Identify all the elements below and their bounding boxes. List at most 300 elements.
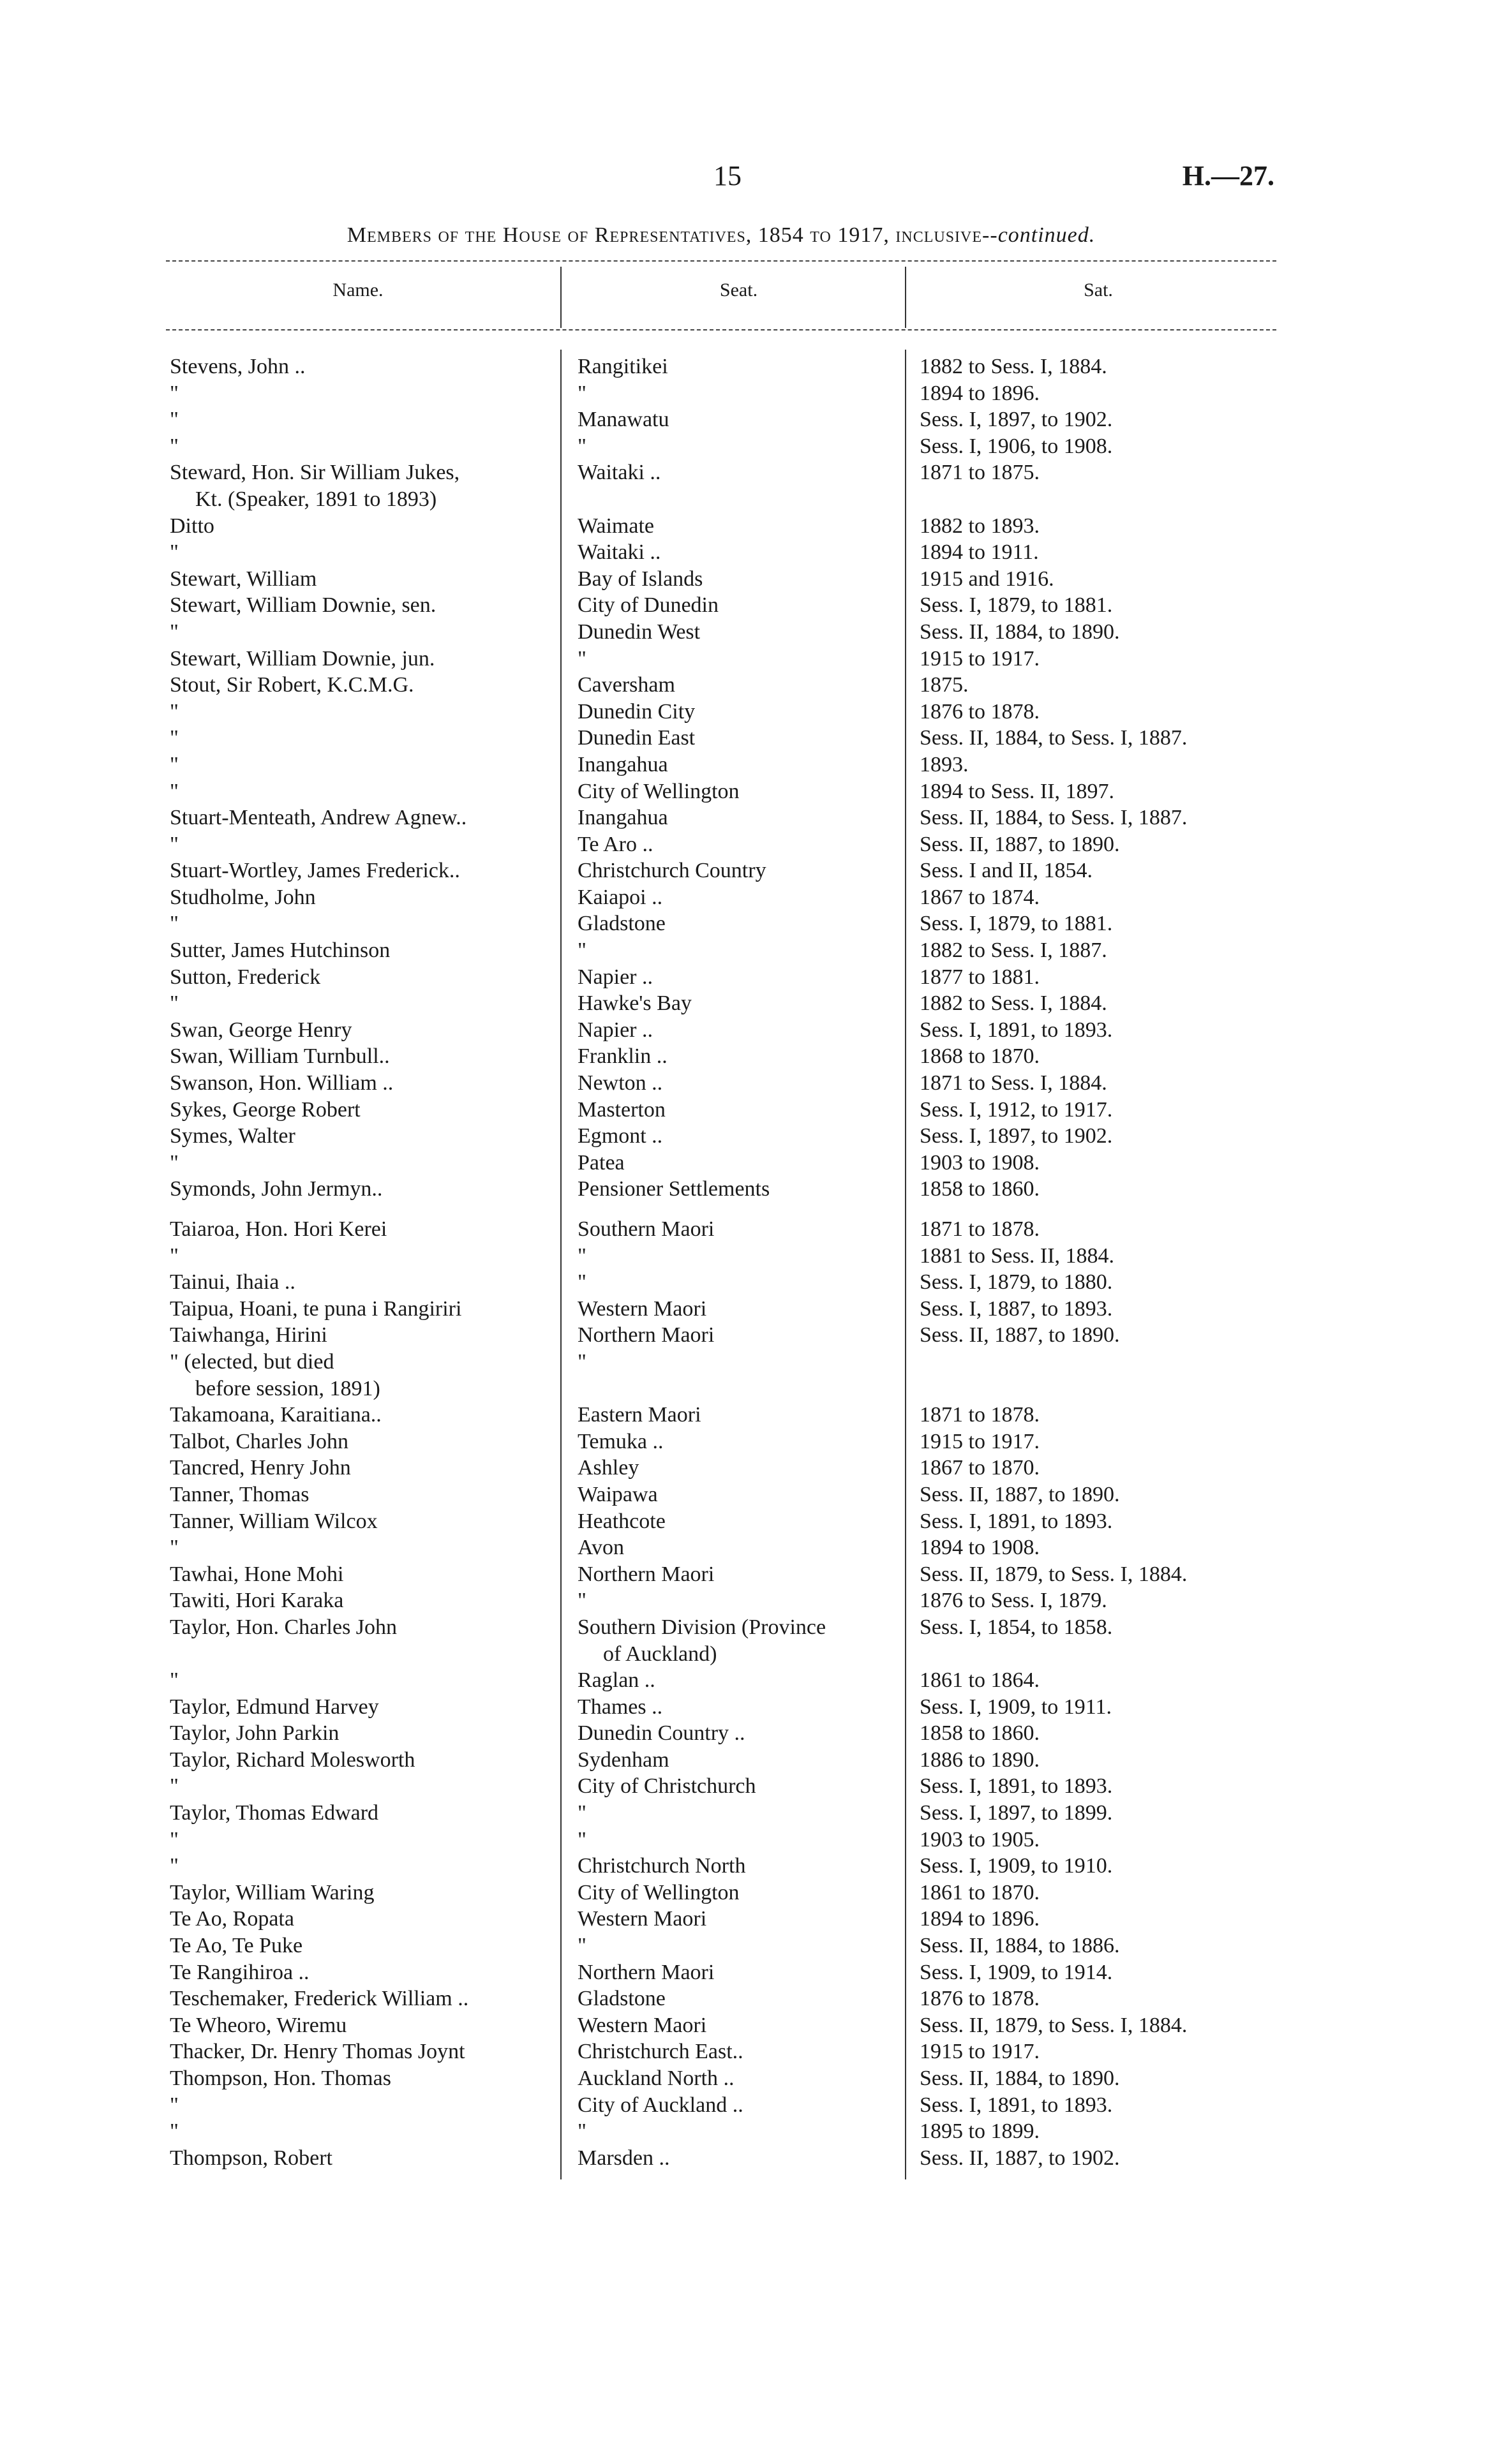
seat-name-text: Northern Maori — [578, 1960, 715, 1984]
seat-name-text: Western Maori — [578, 1296, 707, 1321]
seat-name — [578, 2038, 900, 2065]
table-row — [0, 1773, 1485, 1800]
table-row — [0, 2038, 1485, 2065]
sat-period — [920, 1402, 1277, 1429]
seat-name — [578, 752, 900, 778]
sat-period — [920, 831, 1277, 858]
seat-name — [578, 884, 900, 911]
member-name-text: " — [170, 2093, 179, 2117]
member-name — [170, 990, 546, 1017]
sat-period-text: 1882 to Sess. I, 1887. — [920, 939, 1107, 963]
seat-name-text: Gladstone — [578, 912, 666, 936]
seat-name-text: Egmont .. — [578, 1124, 663, 1148]
seat-name-text: Western Maori — [578, 2013, 707, 2037]
seat-name-text: " — [578, 1827, 586, 1852]
sat-period — [920, 990, 1277, 1017]
member-name-text: Stuart-Menteath, Andrew Agnew.. — [170, 806, 467, 830]
member-name-text: Te Ao, Ropata — [170, 1907, 294, 1931]
member-name — [170, 725, 546, 752]
member-name — [170, 1667, 546, 1694]
seat-name-text: Caversham — [578, 673, 675, 697]
table-row — [0, 937, 1485, 964]
table-row — [0, 1070, 1485, 1097]
member-name — [170, 1150, 546, 1176]
sat-period-text: 1894 to 1911. — [920, 540, 1039, 565]
sat-period-text: Sess. I, 1909, to 1910. — [920, 1854, 1113, 1878]
member-name-text: " — [170, 1774, 179, 1799]
column-header-seat: Seat. — [719, 279, 758, 301]
sat-period — [920, 1827, 1277, 1853]
sat-period — [920, 672, 1277, 699]
table-row — [0, 1216, 1485, 1243]
sat-period — [920, 1880, 1277, 1906]
table-row — [0, 884, 1485, 911]
table-row — [0, 2065, 1485, 2092]
member-name — [170, 831, 546, 858]
table-row — [0, 380, 1485, 407]
seat-name-text: Dunedin City — [578, 699, 696, 724]
seat-name-text: Kaiapoi .. — [578, 885, 663, 909]
member-name — [170, 1269, 546, 1296]
seat-name — [578, 1534, 900, 1561]
member-name-text: " — [170, 699, 179, 724]
sat-period-text: 1867 to 1870. — [920, 1456, 1040, 1480]
sat-period — [920, 1123, 1277, 1150]
seat-name — [578, 1587, 900, 1614]
sat-period-text: Sess. I, 1912, to 1917. — [920, 1097, 1113, 1122]
sat-period-text: Sess. I, 1891, to 1893. — [920, 1774, 1113, 1799]
member-name-text: Talbot, Charles John — [170, 1429, 348, 1453]
seat-name — [578, 1508, 900, 1535]
sat-period-text: 1886 to 1890. — [920, 1748, 1040, 1772]
seat-name-text: Eastern Maori — [578, 1403, 701, 1427]
table-row — [0, 2118, 1485, 2145]
sat-period — [920, 1694, 1277, 1721]
member-name — [170, 592, 546, 619]
member-name-text: Symonds, John Jermyn.. — [170, 1177, 383, 1201]
seat-name-text: Ashley — [578, 1456, 639, 1480]
sat-period — [920, 1429, 1277, 1455]
sat-period-text: 1915 and 1916. — [920, 567, 1054, 591]
table-row — [0, 1203, 1485, 1216]
seat-name — [578, 1322, 900, 1349]
member-name-text: Stewart, William Downie, jun. — [170, 646, 435, 671]
title-dash: -- — [982, 223, 998, 247]
member-name — [170, 1243, 546, 1270]
sat-period-text: 1882 to Sess. I, 1884. — [920, 355, 1107, 378]
member-name-text: Te Wheoro, Wiremu — [170, 2013, 347, 2037]
sat-period — [920, 1853, 1277, 1880]
member-name-text: " (elected, but died — [170, 1349, 334, 1374]
member-name-text: " — [170, 1668, 179, 1693]
member-name-text: Thacker, Dr. Henry Thomas Joynt — [170, 2040, 465, 2064]
sat-period — [920, 646, 1277, 672]
seat-name-text: Gladstone — [578, 1987, 666, 2011]
seat-name — [578, 831, 900, 858]
seat-name-text: Napier .. — [578, 1018, 653, 1042]
sat-period — [920, 2038, 1277, 2065]
member-name-text: Taiwhanga, Hirini — [170, 1323, 327, 1347]
header-divider-1 — [560, 267, 562, 328]
sat-period-text: Sess. I, 1887, to 1893. — [920, 1296, 1113, 1321]
sat-period — [920, 1747, 1277, 1774]
sat-period-text: 1858 to 1860. — [920, 1177, 1040, 1201]
seat-name-text: Manawatu — [578, 408, 669, 432]
table-row — [0, 513, 1485, 540]
seat-name — [578, 406, 900, 433]
member-name — [170, 2118, 546, 2145]
sat-period — [920, 1296, 1277, 1323]
member-name-text: " — [170, 381, 179, 405]
seat-name — [578, 964, 900, 991]
seat-name-text: Inangahua — [578, 752, 668, 776]
seat-name — [578, 857, 900, 884]
member-name-text: Swan, William Turnbull.. — [170, 1044, 390, 1069]
table-row — [0, 1322, 1485, 1349]
seat-name — [578, 937, 900, 964]
seat-name — [578, 2065, 900, 2092]
sat-period-text: Sess. II, 1887, to 1890. — [920, 1323, 1120, 1347]
sat-period — [920, 433, 1277, 460]
table-row — [0, 433, 1485, 460]
sat-period-text: Sess. I, 1909, to 1911. — [920, 1695, 1112, 1719]
header-divider-2 — [905, 267, 906, 328]
seat-name-text: Temuka .. — [578, 1429, 664, 1453]
sat-period-text: 1894 to Sess. II, 1897. — [920, 779, 1115, 803]
sat-period-text: Sess. I, 1854, to 1858. — [920, 1615, 1113, 1639]
seat-name — [578, 778, 900, 805]
table-row — [0, 1561, 1485, 1588]
page-title — [166, 223, 1276, 248]
seat-name — [578, 1123, 900, 1150]
sat-period — [920, 1959, 1277, 1986]
table-row — [0, 1349, 1485, 1402]
member-name-text: " — [170, 1536, 179, 1560]
seat-name-text: " — [578, 1934, 586, 1958]
seat-name — [578, 1269, 900, 1296]
sat-period-text: Sess. II, 1879, to Sess. I, 1884. — [920, 2013, 1188, 2037]
sat-period — [920, 1587, 1277, 1614]
sat-period — [920, 752, 1277, 778]
member-name-text: Taylor, Thomas Edward — [170, 1801, 379, 1825]
sat-period-text: 1876 to 1878. — [920, 1987, 1040, 2011]
sat-period-text: Sess. I, 1891, to 1893. — [920, 1509, 1113, 1533]
table-row — [0, 964, 1485, 991]
member-name — [170, 1043, 546, 1070]
seat-name-text: City of Wellington — [578, 1880, 740, 1904]
sat-period-text: Sess. II, 1884, to 1890. — [920, 620, 1120, 644]
sat-period-text: Sess. I, 1897, to 1902. — [920, 1124, 1113, 1148]
seat-name-text: Waitaki .. — [578, 540, 661, 565]
table-row — [0, 1959, 1485, 1986]
table-row — [0, 406, 1485, 433]
sat-period — [920, 725, 1277, 752]
sat-period-text: Sess. I and II, 1854. — [920, 859, 1093, 883]
seat-name-text: " — [578, 381, 586, 405]
member-name — [170, 513, 546, 540]
header-bottom-rule — [166, 329, 1276, 330]
member-name-text: " — [170, 1150, 179, 1175]
sat-period-text: 1894 to 1896. — [920, 381, 1040, 405]
member-name — [170, 1402, 546, 1429]
table-row — [0, 1853, 1485, 1880]
member-name — [170, 672, 546, 699]
seat-name-text: " — [578, 1243, 586, 1268]
member-name-text: Stewart, William — [170, 567, 317, 591]
sat-period-text: 1861 to 1870. — [920, 1880, 1040, 1904]
table-row — [0, 1402, 1485, 1429]
table-row — [0, 1455, 1485, 1481]
seat-name — [578, 1694, 900, 1721]
page-number: 15 — [713, 160, 742, 191]
seat-name — [578, 2092, 900, 2119]
sat-period-text: 1915 to 1917. — [920, 2040, 1040, 2064]
table-row — [0, 566, 1485, 593]
seat-name — [578, 353, 900, 380]
seat-name-text: Napier .. — [578, 965, 653, 989]
sat-period-text: 1895 to 1899. — [920, 2119, 1040, 2144]
seat-name — [578, 672, 900, 699]
sat-period — [920, 699, 1277, 725]
seat-name-text: Rangitikei — [578, 355, 668, 378]
member-name — [170, 1070, 546, 1097]
seat-name — [578, 1070, 900, 1097]
member-name-text: Tanner, Thomas — [170, 1482, 310, 1506]
member-name — [170, 884, 546, 911]
seat-name-text: Marsden .. — [578, 2146, 670, 2170]
document-reference: H.—27. — [1182, 160, 1274, 191]
sat-period — [920, 459, 1277, 486]
member-name — [170, 1097, 546, 1124]
sat-period — [920, 1017, 1277, 1044]
seat-name — [578, 725, 900, 752]
table-row — [0, 1747, 1485, 1774]
table-row — [0, 831, 1485, 858]
table-row — [0, 1150, 1485, 1176]
seat-name-text: Southern Maori — [578, 1217, 715, 1241]
member-name — [170, 2038, 546, 2065]
table-row — [0, 1481, 1485, 1508]
table-row — [0, 990, 1485, 1017]
seat-name-text: Christchurch East.. — [578, 2040, 743, 2064]
sat-period-text: Sess. I, 1891, to 1893. — [920, 2093, 1113, 2117]
member-name — [170, 1906, 546, 1933]
sat-period — [920, 937, 1277, 964]
member-name-text: Steward, Hon. Sir William Jukes, — [170, 461, 460, 485]
seat-name-text: Pensioner Settlements — [578, 1177, 770, 1201]
seat-name-text: Waipawa — [578, 1482, 658, 1506]
table-row — [0, 646, 1485, 672]
sat-period — [920, 566, 1277, 593]
table-row — [0, 1985, 1485, 2012]
sat-period — [920, 778, 1277, 805]
table-row — [0, 1017, 1485, 1044]
table-row — [0, 778, 1485, 805]
sat-period-text: Sess. II, 1884, to 1890. — [920, 2067, 1120, 2090]
sat-period-text: 1894 to 1908. — [920, 1536, 1040, 1560]
member-name-text: Taylor, Richard Molesworth — [170, 1748, 415, 1772]
sat-period-text: 1868 to 1870. — [920, 1044, 1040, 1069]
member-name — [170, 459, 546, 512]
seat-name-text: Dunedin West — [578, 620, 701, 644]
member-name — [170, 1534, 546, 1561]
seat-name — [578, 433, 900, 460]
sat-period — [920, 2118, 1277, 2145]
seat-name-text: Sydenham — [578, 1748, 669, 1772]
seat-name — [578, 1296, 900, 1323]
table-row — [0, 1097, 1485, 1124]
sat-period — [920, 380, 1277, 407]
member-name — [170, 1853, 546, 1880]
seat-name — [578, 1097, 900, 1124]
member-name — [170, 1429, 546, 1455]
seat-name — [578, 1429, 900, 1455]
seat-name-text: " — [578, 1589, 586, 1613]
seat-name — [578, 566, 900, 593]
sat-period — [920, 2012, 1277, 2039]
sat-period — [920, 1269, 1277, 1296]
seat-name — [578, 1150, 900, 1176]
seat-name — [578, 1614, 900, 1667]
sat-period-text: 1871 to 1878. — [920, 1217, 1040, 1241]
sat-period-text: 1882 to Sess. I, 1884. — [920, 991, 1107, 1016]
seat-name — [578, 2118, 900, 2145]
seat-name-text: " — [578, 939, 586, 963]
member-name — [170, 1985, 546, 2012]
sat-period — [920, 1985, 1277, 2012]
member-name-text: Studholme, John — [170, 885, 316, 909]
seat-name-text: Southern Division (Province — [578, 1615, 826, 1639]
member-name-text: " — [170, 1243, 179, 1268]
sat-period-text: Sess. I, 1879, to 1880. — [920, 1270, 1113, 1295]
sat-period-text: 1876 to 1878. — [920, 699, 1040, 724]
seat-name — [578, 1747, 900, 1774]
member-name — [170, 1508, 546, 1535]
seat-name-text: " — [578, 434, 586, 458]
member-name-text: " — [170, 408, 179, 432]
table-row — [0, 1906, 1485, 1933]
sat-period — [920, 619, 1277, 646]
sat-period — [920, 1933, 1277, 1959]
sat-period — [920, 592, 1277, 619]
seat-name-text: Waimate — [578, 514, 654, 538]
seat-name — [578, 1481, 900, 1508]
member-name-text: Tawiti, Hori Karaka — [170, 1589, 344, 1613]
member-name-text: Tanner, William Wilcox — [170, 1509, 378, 1533]
sat-period — [920, 1481, 1277, 1508]
member-name-text: Taiaroa, Hon. Hori Kerei — [170, 1217, 387, 1241]
seat-name — [578, 1043, 900, 1070]
seat-name-text: Northern Maori — [578, 1562, 715, 1586]
table-row — [0, 2012, 1485, 2039]
sat-period — [920, 884, 1277, 911]
sat-period-text: Sess. II, 1887, to 1890. — [920, 832, 1120, 856]
table-row — [0, 2145, 1485, 2172]
member-name-text: Taipua, Hoani, te puna i Rangiriri — [170, 1296, 462, 1321]
table-row — [0, 1043, 1485, 1070]
member-name — [170, 406, 546, 433]
seat-name — [578, 1561, 900, 1588]
table-row — [0, 672, 1485, 699]
member-name — [170, 566, 546, 593]
members-table — [0, 353, 1485, 2171]
member-name — [170, 1827, 546, 1853]
sat-period-text: 1903 to 1905. — [920, 1827, 1040, 1852]
table-row — [0, 910, 1485, 937]
member-name-text: Swan, George Henry — [170, 1018, 352, 1042]
member-name-text: " — [170, 752, 179, 776]
seat-name-text: " — [578, 1270, 586, 1295]
member-name-text: " — [170, 434, 179, 458]
seat-name — [578, 1455, 900, 1481]
table-row — [0, 592, 1485, 619]
table-row — [0, 725, 1485, 752]
member-name — [170, 937, 546, 964]
seat-name-text: Franklin .. — [578, 1044, 668, 1069]
seat-name — [578, 1720, 900, 1747]
sat-period — [920, 539, 1277, 566]
table-row — [0, 752, 1485, 778]
member-name-text: Te Rangihiroa .. — [170, 1960, 310, 1984]
table-row — [0, 1123, 1485, 1150]
seat-name — [578, 910, 900, 937]
table-row — [0, 1534, 1485, 1561]
member-name-text: Takamoana, Karaitiana.. — [170, 1403, 382, 1427]
seat-name — [578, 459, 900, 486]
table-row — [0, 1720, 1485, 1747]
table-row — [0, 1933, 1485, 1959]
sat-period — [920, 1216, 1277, 1243]
member-name — [170, 1800, 546, 1827]
member-name-text: Thompson, Hon. Thomas — [170, 2067, 391, 2090]
seat-name-text: Patea — [578, 1150, 625, 1175]
sat-period — [920, 1534, 1277, 1561]
seat-name — [578, 513, 900, 540]
sat-period — [920, 406, 1277, 433]
sat-period-text: Sess. I, 1897, to 1902. — [920, 408, 1113, 432]
member-name-text: " — [170, 620, 179, 644]
member-name-text: Tawhai, Hone Mohi — [170, 1562, 344, 1586]
sat-period-text: 1871 to 1875. — [920, 461, 1040, 485]
sat-period-text: 1871 to Sess. I, 1884. — [920, 1071, 1107, 1095]
seat-name-text: Inangahua — [578, 806, 668, 830]
member-name-text: Taylor, Edmund Harvey — [170, 1695, 379, 1719]
table-row — [0, 619, 1485, 646]
seat-name-text: Avon — [578, 1536, 625, 1560]
seat-name — [578, 1985, 900, 2012]
member-name — [170, 1176, 546, 1203]
seat-name-text: City of Auckland .. — [578, 2093, 743, 2117]
seat-name-text: Waitaki .. — [578, 461, 661, 485]
member-name — [170, 2065, 546, 2092]
table-row — [0, 1243, 1485, 1270]
table-row — [0, 1296, 1485, 1323]
member-name — [170, 1747, 546, 1774]
member-name — [170, 1322, 546, 1349]
sat-period — [920, 1773, 1277, 1800]
member-name-text: Stevens, John .. — [170, 355, 306, 378]
sat-period-text: 1877 to 1881. — [920, 965, 1040, 989]
table-row — [0, 1429, 1485, 1455]
title-text: Members of the House of Representatives, 1854 to 1917, inclusive — [347, 223, 983, 247]
seat-name-text: Dunedin East — [578, 726, 696, 750]
member-name — [170, 646, 546, 672]
seat-name-text: Masterton — [578, 1097, 666, 1122]
seat-name — [578, 539, 900, 566]
seat-name-text: " — [578, 646, 586, 671]
sat-period-text: Sess. I, 1909, to 1914. — [920, 1960, 1113, 1984]
sat-period-text: 1893. — [920, 752, 969, 776]
